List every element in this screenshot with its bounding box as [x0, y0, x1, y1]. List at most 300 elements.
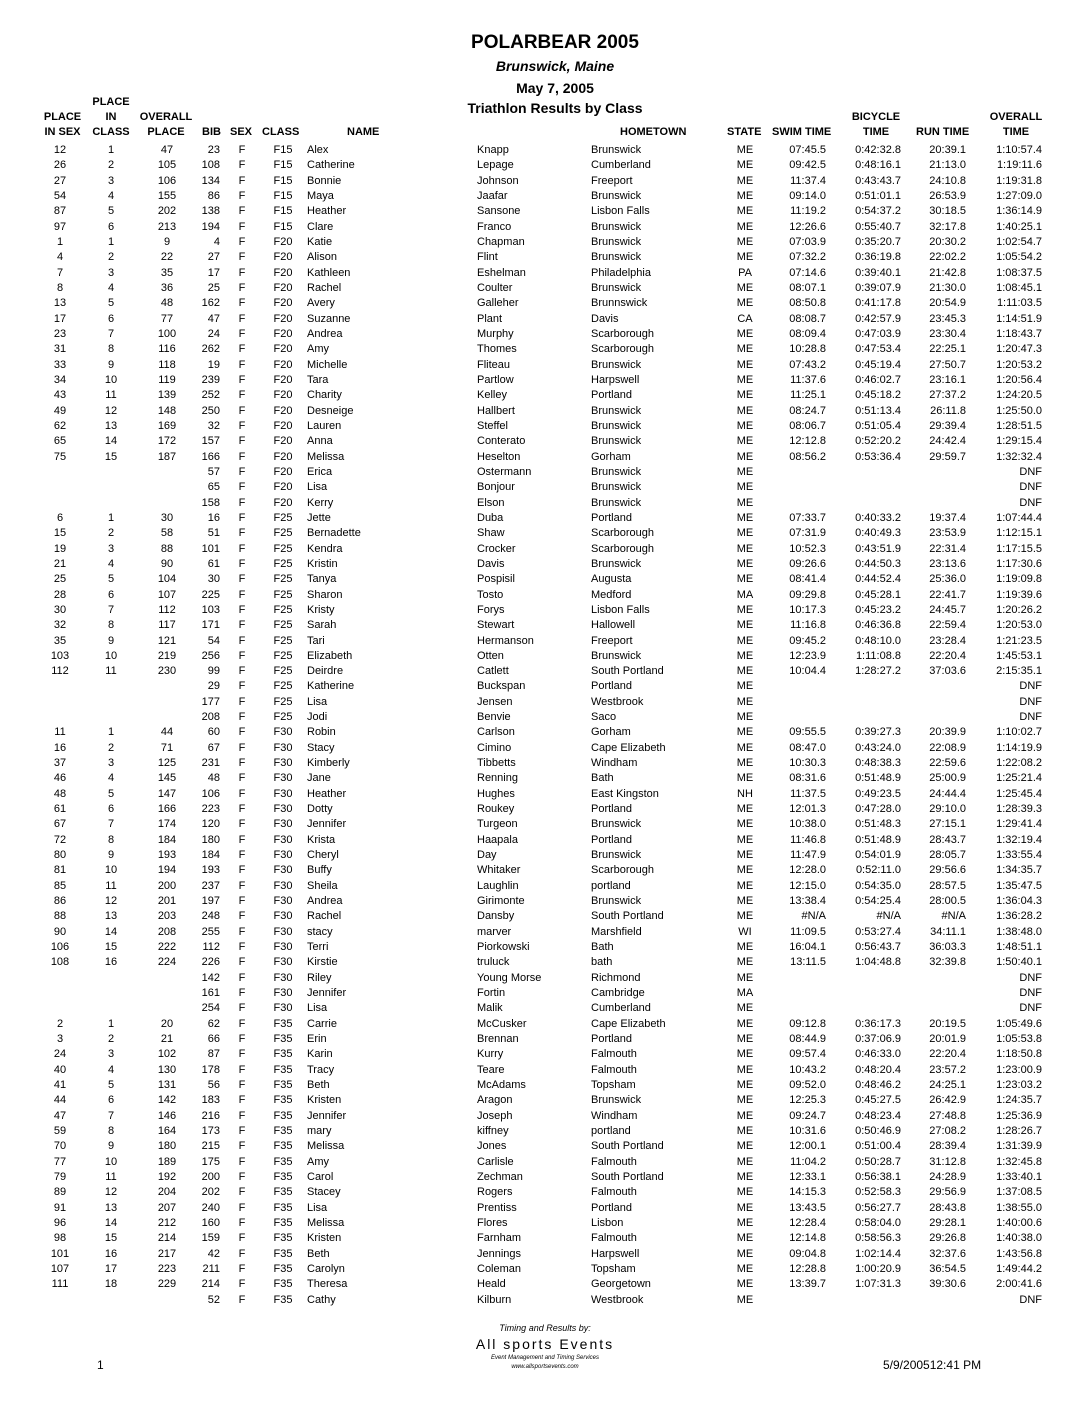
hometown-cell: Harpswell	[591, 373, 640, 386]
place-in-sex-cell: 65	[53, 435, 67, 448]
table-row	[0, 572, 1088, 587]
sex-cell: F	[238, 941, 246, 954]
header-overall-place	[135, 110, 197, 140]
bike-time-cell: 0:51:00.4	[855, 1140, 901, 1153]
place-in-class-cell: 7	[107, 818, 115, 831]
sex-cell: F	[238, 649, 246, 662]
class-cell: F15	[273, 189, 293, 202]
table-row	[0, 1170, 1088, 1185]
swim-time-cell: 13:11.5	[790, 956, 826, 969]
run-time-cell: 20:39.9	[929, 726, 966, 739]
bike-time-cell: 0:51:48.3	[855, 818, 901, 831]
overall-time-cell: 1:40:25.1	[996, 220, 1042, 233]
first-name-cell: Lisa	[307, 1201, 328, 1214]
place-in-sex-cell: 77	[53, 1155, 67, 1168]
overall-place-cell: 194	[157, 864, 177, 877]
sex-cell: F	[238, 281, 246, 294]
table-row	[0, 1001, 1088, 1016]
header-line: PLACE	[92, 96, 130, 108]
table-row	[0, 1017, 1088, 1032]
class-cell: F15	[273, 159, 293, 172]
header-line: TIME	[1002, 126, 1030, 138]
hometown-cell: Portland	[591, 833, 632, 846]
first-name-cell: Tracy	[307, 1063, 335, 1076]
hometown-cell: Brunswick	[591, 435, 642, 448]
overall-place-cell: 203	[157, 910, 177, 923]
table-row	[0, 802, 1088, 817]
hometown-cell: Brunswick	[591, 496, 642, 509]
overall-place-cell: 184	[157, 833, 177, 846]
last-name-cell: Ostermann	[477, 465, 532, 478]
sex-cell: F	[238, 174, 246, 187]
bib-cell: 57	[207, 465, 220, 478]
sex-cell: F	[238, 312, 246, 325]
overall-time-cell: 1:17:15.5	[996, 542, 1042, 555]
bike-time-cell: 0:46:36.8	[855, 619, 901, 632]
state-cell: MA	[736, 987, 754, 1000]
class-cell: F35	[273, 1109, 293, 1122]
swim-time-cell: 16:04.1	[789, 941, 826, 954]
place-in-class-cell: 1	[107, 235, 115, 248]
bike-time-cell: 0:51:01.1	[855, 189, 901, 202]
bike-time-cell: 0:56:27.7	[855, 1201, 901, 1214]
hometown-cell: Brunswick	[591, 144, 642, 156]
class-cell: F20	[273, 251, 293, 264]
sex-cell: F	[238, 144, 246, 156]
overall-place-cell: 107	[157, 588, 177, 601]
place-in-class-cell: 7	[107, 603, 115, 616]
overall-time-cell: 1:28:26.7	[996, 1125, 1042, 1137]
swim-time-cell: 10:43.2	[789, 1063, 826, 1076]
first-name-cell: Riley	[307, 971, 332, 984]
class-cell: F30	[273, 757, 293, 770]
overall-time-cell: DNF	[1019, 971, 1042, 984]
last-name-cell: Davis	[477, 557, 505, 570]
overall-time-cell: 1:34:35.7	[996, 864, 1042, 877]
header-class: CLASS	[262, 126, 300, 138]
state-cell: ME	[736, 1186, 754, 1199]
overall-place-cell: 200	[157, 879, 177, 892]
place-in-sex-cell: 21	[53, 557, 67, 570]
class-cell: F20	[273, 358, 293, 371]
place-in-sex-cell: 41	[53, 1079, 67, 1092]
bib-cell: 27	[207, 251, 220, 264]
last-name-cell: Teare	[477, 1063, 505, 1076]
bib-cell: 255	[201, 925, 220, 938]
class-cell: F25	[273, 542, 293, 555]
class-cell: F30	[273, 787, 293, 800]
swim-time-cell: 09:24.7	[789, 1109, 826, 1122]
last-name-cell: Duba	[477, 511, 504, 524]
sex-cell: F	[238, 235, 246, 248]
bib-cell: 134	[201, 174, 220, 187]
table-row	[0, 986, 1088, 1001]
state-cell: ME	[736, 956, 754, 969]
sex-cell: F	[238, 603, 246, 616]
table-row	[0, 894, 1088, 909]
overall-place-cell: 112	[158, 603, 176, 616]
bike-time-cell: 0:48:10.0	[855, 634, 901, 647]
hometown-cell: Brunswick	[591, 649, 642, 662]
place-in-sex-cell: 80	[53, 849, 67, 862]
overall-time-cell: 1:25:50.0	[996, 404, 1042, 417]
class-cell: F30	[273, 971, 293, 984]
first-name-cell: Kristen	[307, 1232, 342, 1245]
overall-time-cell: 1:14:51.9	[996, 312, 1042, 325]
class-cell: F35	[273, 1201, 293, 1214]
class-cell: F30	[273, 741, 293, 754]
sex-cell: F	[238, 634, 246, 647]
state-cell: ME	[736, 680, 754, 693]
first-name-cell: Amy	[307, 343, 329, 356]
class-cell: F15	[273, 205, 293, 218]
class-cell: F20	[273, 312, 293, 325]
first-name-cell: Jennifer	[307, 818, 347, 831]
state-cell: NH	[737, 787, 753, 800]
bib-cell: 103	[201, 603, 220, 616]
overall-place-cell: 169	[157, 419, 177, 432]
bike-time-cell: 0:40:33.2	[855, 511, 901, 524]
hometown-cell: Marshfield	[591, 925, 642, 938]
place-in-sex-cell: 91	[53, 1201, 67, 1214]
sex-cell: F	[238, 1293, 246, 1306]
class-cell: F35	[273, 1278, 293, 1291]
swim-time-cell: 09:42.5	[789, 159, 826, 172]
hometown-cell: Brunswick	[591, 818, 642, 831]
bike-time-cell: 0:50:46.9	[855, 1125, 901, 1137]
overall-place-cell: 145	[157, 772, 177, 785]
swim-time-cell: 11:46.8	[790, 833, 826, 846]
bike-time-cell: 0:47:28.0	[855, 803, 901, 816]
overall-time-cell: 1:20:26.2	[996, 603, 1042, 616]
swim-time-cell: 08:06.7	[789, 419, 826, 432]
place-in-class-cell: 5	[107, 787, 115, 800]
class-cell: F25	[273, 603, 293, 616]
overall-place-cell: 147	[157, 787, 177, 800]
overall-place-cell: 155	[157, 189, 177, 202]
place-in-sex-cell: 62	[53, 419, 67, 432]
sex-cell: F	[238, 511, 246, 524]
state-cell: ME	[736, 1125, 754, 1137]
bike-time-cell: 0:43:24.0	[855, 741, 901, 754]
bib-cell: 226	[201, 956, 220, 969]
class-cell: F20	[273, 266, 293, 279]
run-time-cell: 22:20.4	[929, 649, 966, 662]
state-cell: ME	[736, 281, 754, 294]
class-cell: F20	[273, 404, 293, 417]
bike-time-cell: 1:11:08.8	[855, 649, 901, 662]
class-cell: F25	[273, 711, 293, 724]
first-name-cell: Andrea	[307, 327, 343, 340]
bib-cell: 194	[201, 220, 220, 233]
swim-time-cell: 08:24.7	[789, 404, 826, 417]
run-time-cell: 23:16.1	[929, 373, 966, 386]
last-name-cell: Johnson	[477, 174, 519, 187]
run-time-cell: 24:25.1	[929, 1079, 966, 1092]
state-cell: ME	[736, 1155, 754, 1168]
bib-cell: 101	[201, 542, 220, 555]
hometown-cell: Lisbon Falls	[591, 205, 650, 218]
swim-time-cell: 13:43.5	[789, 1201, 826, 1214]
sex-cell: F	[238, 1079, 246, 1092]
overall-time-cell: DNF	[1019, 1293, 1042, 1306]
table-row	[0, 342, 1088, 357]
class-cell: F35	[273, 1247, 293, 1260]
swim-time-cell: 11:37.6	[790, 373, 826, 386]
last-name-cell: Tosto	[477, 588, 504, 601]
place-in-sex-cell: 33	[53, 358, 67, 371]
place-in-class-cell: 2	[107, 251, 115, 264]
hometown-cell: Portland	[591, 389, 632, 402]
bib-cell: 158	[201, 496, 220, 509]
results-subtitle: Triathlon Results by Class	[467, 100, 643, 116]
bib-cell: 29	[207, 680, 220, 693]
last-name-cell: Lepage	[477, 159, 514, 172]
header-sex: SEX	[230, 126, 253, 138]
overall-time-cell: 1:18:43.7	[996, 327, 1042, 340]
run-time-cell: 28:43.7	[929, 833, 966, 846]
run-time-cell: 39:30.6	[929, 1278, 966, 1291]
state-cell: ME	[736, 634, 754, 647]
overall-place-cell: 44	[160, 726, 174, 739]
first-name-cell: Theresa	[307, 1278, 348, 1291]
table-row	[0, 909, 1088, 924]
bib-cell: 159	[201, 1232, 220, 1245]
hometown-cell: Topsham	[591, 1262, 636, 1275]
table-row	[0, 710, 1088, 725]
run-time-cell: 20:19.5	[929, 1017, 966, 1030]
sex-cell: F	[238, 205, 246, 218]
first-name-cell: Cheryl	[307, 849, 339, 862]
race-date: May 7, 2005	[516, 80, 594, 96]
overall-time-cell: 1:02:54.7	[996, 235, 1042, 248]
sex-cell: F	[238, 1247, 246, 1260]
table-row	[0, 281, 1088, 296]
run-time-cell: #N/A	[941, 910, 966, 923]
class-cell: F20	[273, 419, 293, 432]
header-swim-time: SWIM TIME	[772, 126, 832, 138]
class-cell: F35	[273, 1216, 293, 1229]
sex-cell: F	[238, 450, 246, 463]
state-cell: ME	[736, 1278, 754, 1291]
last-name-cell: Prentiss	[477, 1201, 517, 1214]
table-row	[0, 955, 1088, 970]
class-cell: F30	[273, 864, 293, 877]
place-in-sex-cell: 27	[53, 174, 67, 187]
class-cell: F35	[273, 1125, 293, 1137]
class-cell: F20	[273, 235, 293, 248]
bib-cell: 240	[201, 1201, 220, 1214]
last-name-cell: Laughlin	[477, 879, 519, 892]
header-bicycle-time	[845, 110, 907, 140]
first-name-cell: stacy	[307, 925, 333, 938]
hometown-cell: Augusta	[591, 573, 632, 586]
state-cell: ME	[736, 220, 754, 233]
sex-cell: F	[238, 665, 246, 678]
header-line: PLACE	[147, 126, 185, 138]
header-line: PLACE	[43, 111, 82, 123]
bib-cell: 48	[207, 772, 220, 785]
place-in-sex-cell: 11	[54, 726, 66, 739]
overall-place-cell: 88	[160, 542, 174, 555]
overall-time-cell: 1:08:37.5	[996, 266, 1042, 279]
class-cell: F35	[273, 1063, 293, 1076]
table-row	[0, 649, 1088, 664]
sex-cell: F	[238, 1033, 246, 1046]
first-name-cell: mary	[307, 1125, 332, 1137]
last-name-cell: Flores	[477, 1216, 508, 1229]
sex-cell: F	[238, 220, 246, 233]
bike-time-cell: 0:58:56.3	[855, 1232, 901, 1245]
run-time-cell: 27:37.2	[929, 389, 966, 402]
overall-place-cell: 106	[157, 174, 177, 187]
state-cell: ME	[736, 511, 754, 524]
class-cell: F15	[273, 220, 293, 233]
bib-cell: 175	[201, 1155, 220, 1168]
table-row	[0, 695, 1088, 710]
overall-time-cell: DNF	[1019, 465, 1042, 478]
overall-place-cell: 116	[158, 343, 176, 356]
run-time-cell: 29:56.6	[929, 864, 966, 877]
class-cell: F35	[273, 1048, 293, 1061]
overall-time-cell: 1:38:48.0	[996, 925, 1042, 938]
state-cell: ME	[736, 496, 754, 509]
sex-cell: F	[238, 818, 246, 831]
overall-place-cell: 21	[160, 1033, 174, 1046]
first-name-cell: Beth	[307, 1247, 330, 1260]
bib-cell: 61	[207, 557, 220, 570]
bike-time-cell: 0:51:48.9	[855, 833, 901, 846]
bib-cell: 56	[207, 1079, 220, 1092]
swim-time-cell: 11:47.9	[790, 849, 826, 862]
table-row	[0, 220, 1088, 235]
last-name-cell: McAdams	[477, 1079, 526, 1092]
bib-cell: 4	[213, 235, 220, 248]
class-cell: F25	[273, 588, 293, 601]
place-in-sex-cell: 26	[53, 159, 67, 172]
first-name-cell: Krista	[307, 833, 336, 846]
place-in-class-cell: 10	[104, 864, 118, 877]
swim-time-cell: 07:14.6	[789, 266, 826, 279]
hometown-cell: Philadelphia	[591, 266, 651, 279]
class-cell: F30	[273, 910, 293, 923]
bib-cell: 62	[207, 1017, 220, 1030]
overall-place-cell: 20	[160, 1017, 174, 1030]
table-row	[0, 741, 1088, 756]
overall-time-cell: 1:20:56.4	[996, 373, 1042, 386]
class-cell: F35	[273, 1232, 293, 1245]
bib-cell: 99	[207, 665, 220, 678]
hometown-cell: Gorham	[591, 726, 631, 739]
state-cell: ME	[736, 803, 754, 816]
overall-place-cell: 102	[157, 1048, 177, 1061]
bike-time-cell: 0:50:28.7	[855, 1155, 901, 1168]
bib-cell: 52	[207, 1293, 220, 1306]
place-in-sex-cell: 67	[53, 818, 67, 831]
bib-cell: 66	[207, 1033, 220, 1046]
overall-time-cell: 1:37:08.5	[996, 1186, 1042, 1199]
overall-place-cell: 58	[160, 527, 174, 540]
bike-time-cell: 0:39:27.3	[855, 726, 901, 739]
place-in-class-cell: 16	[104, 956, 118, 969]
sex-cell: F	[238, 189, 246, 202]
swim-time-cell: 11:04.2	[790, 1155, 826, 1168]
class-cell: F20	[273, 281, 293, 294]
sex-cell: F	[238, 1063, 246, 1076]
bib-cell: 30	[207, 573, 220, 586]
bike-time-cell: 1:07:31.3	[855, 1278, 901, 1291]
last-name-cell: Murphy	[477, 327, 514, 340]
hometown-cell: Brunswick	[591, 1094, 642, 1107]
sex-cell: F	[238, 435, 246, 448]
sex-cell: F	[238, 619, 246, 632]
bike-time-cell: 0:42:57.9	[855, 312, 901, 325]
overall-place-cell: 166	[157, 803, 177, 816]
table-row	[0, 1262, 1088, 1277]
bib-cell: 171	[201, 619, 220, 632]
bib-cell: 208	[201, 711, 220, 724]
table-row	[0, 189, 1088, 204]
bib-cell: 223	[201, 803, 220, 816]
bike-time-cell: 0:52:11.0	[855, 864, 901, 877]
state-cell: ME	[736, 465, 754, 478]
state-cell: ME	[736, 343, 754, 356]
class-cell: F35	[273, 1186, 293, 1199]
run-time-cell: 28:00.5	[929, 895, 966, 908]
overall-place-cell: 100	[157, 327, 177, 340]
bib-cell: 161	[201, 987, 220, 1000]
class-cell: F30	[273, 987, 293, 1000]
class-cell: F30	[273, 879, 293, 892]
place-in-class-cell: 10	[104, 373, 118, 386]
hometown-cell: Scarborough	[591, 343, 654, 356]
bib-cell: 112	[202, 941, 220, 954]
place-in-class-cell: 16	[104, 1247, 118, 1260]
run-time-cell: 29:28.1	[929, 1216, 966, 1229]
bike-time-cell: 0:54:01.9	[855, 849, 901, 862]
place-in-class-cell: 10	[104, 1155, 118, 1168]
table-row	[0, 312, 1088, 327]
last-name-cell: Thomes	[477, 343, 517, 356]
sex-cell: F	[238, 1002, 246, 1015]
state-cell: ME	[736, 741, 754, 754]
swim-time-cell: 11:25.1	[790, 389, 826, 402]
bib-cell: 25	[207, 281, 220, 294]
table-row	[0, 679, 1088, 694]
first-name-cell: Bonnie	[307, 174, 342, 187]
class-cell: F25	[273, 665, 293, 678]
bike-time-cell: 0:43:51.9	[855, 542, 901, 555]
bib-cell: 252	[201, 389, 220, 402]
place-in-class-cell: 11	[105, 879, 117, 892]
place-in-sex-cell: 106	[50, 941, 70, 954]
overall-time-cell: 1:29:41.4	[996, 818, 1042, 831]
bike-time-cell: 0:56:43.7	[855, 941, 901, 954]
hometown-cell: Gorham	[591, 450, 631, 463]
overall-place-cell: 180	[157, 1140, 177, 1153]
place-in-sex-cell: 90	[53, 925, 67, 938]
class-cell: F35	[273, 1079, 293, 1092]
state-cell: ME	[736, 435, 754, 448]
hometown-cell: Cambridge	[591, 987, 645, 1000]
swim-time-cell: 10:17.3	[789, 603, 826, 616]
bib-cell: 200	[201, 1170, 220, 1183]
class-cell: F30	[273, 726, 293, 739]
run-time-cell: 27:50.7	[929, 358, 966, 371]
place-in-class-cell: 18	[104, 1278, 118, 1291]
first-name-cell: Melissa	[307, 1140, 345, 1153]
swim-time-cell: 12:12.8	[789, 435, 826, 448]
